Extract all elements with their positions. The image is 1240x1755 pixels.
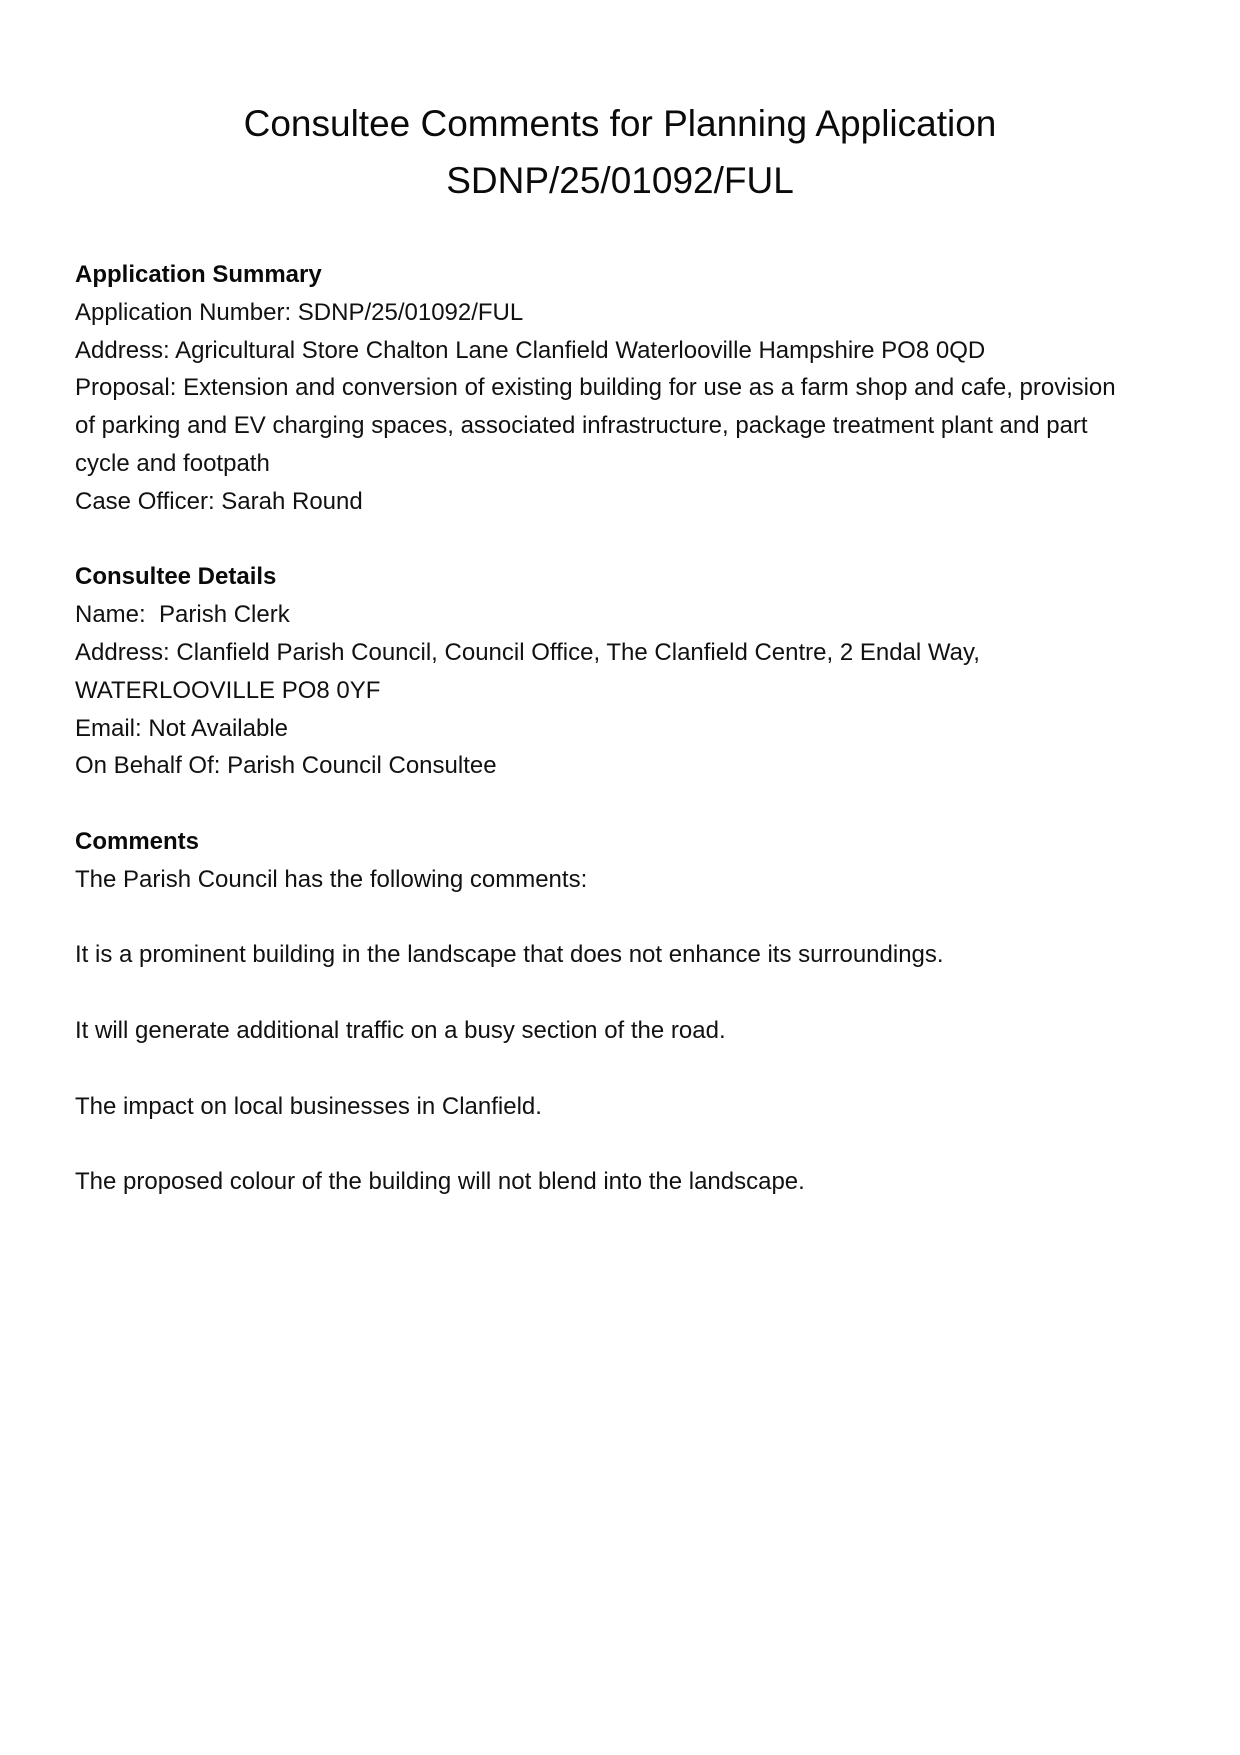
consultee-name-value: Parish Clerk <box>159 601 290 629</box>
proposal-row <box>75 369 1175 407</box>
application-address-value: Agricultural Store Chalton Lane Clanfield Waterlooville Hampshire PO8 0QD <box>175 336 986 364</box>
application-address-row <box>75 332 1175 370</box>
comment-point: The proposed colour of the building will not blend into the landscape. <box>75 1168 805 1196</box>
comments-heading: Comments <box>75 827 200 855</box>
page-title <box>0 95 1240 209</box>
document-body <box>75 256 1175 1201</box>
consultee-address-label: Address: <box>75 638 177 666</box>
consultee-details-heading: Consultee Details <box>75 563 277 591</box>
consultee-name-label: Name: <box>75 601 160 629</box>
consultee-email-row <box>75 710 1175 748</box>
proposal-line-1: Extension and conversion of existing building for use as a farm shop and cafe, provision <box>183 374 1116 402</box>
application-number-row <box>75 294 1175 332</box>
case-officer-row <box>75 483 1175 521</box>
title-line-1: Consultee Comments for Planning Application <box>243 103 997 144</box>
comment-point: It will generate additional traffic on a busy section of the road. <box>75 1016 726 1044</box>
case-officer-label: Case Officer: <box>75 487 222 515</box>
on-behalf-of-row <box>75 747 1175 785</box>
consultee-address-line-2: WATERLOOVILLE PO8 0YF <box>75 676 381 704</box>
comments-intro: The Parish Council has the following comments: <box>75 865 588 893</box>
on-behalf-of-value: Parish Council Consultee <box>227 752 497 780</box>
application-summary-section <box>75 256 1175 521</box>
consultee-address-row <box>75 634 1175 672</box>
consultee-details-section <box>75 558 1175 785</box>
consultee-address-line-1: Clanfield Parish Council, Council Office, The Clanfield Centre, 2 Endal Way, <box>176 638 980 666</box>
comment-point: The impact on local businesses in Clanfield. <box>75 1092 542 1120</box>
paragraph-spacer <box>75 974 1175 1012</box>
application-number-value: SDNP/25/01092/FUL <box>297 298 524 326</box>
proposal-line-2: of parking and EV charging spaces, associated infrastructure, package treatment plant and part <box>75 412 1088 440</box>
on-behalf-of-label: On Behalf Of: <box>75 752 228 780</box>
proposal-label: Proposal: <box>75 374 184 402</box>
paragraph-spacer <box>75 1050 1175 1088</box>
paragraph-spacer <box>75 1125 1175 1163</box>
title-line-2: SDNP/25/01092/FUL <box>446 160 794 201</box>
consultee-name-row <box>75 596 1175 634</box>
consultee-email-label: Email: <box>75 714 149 742</box>
case-officer-value: Sarah Round <box>221 487 363 515</box>
section-spacer <box>75 521 1175 559</box>
application-summary-heading: Application Summary <box>75 261 322 288</box>
paragraph-spacer <box>75 899 1175 937</box>
comment-point: It is a prominent building in the landscape that does not enhance its surroundings. <box>75 941 944 969</box>
comments-section <box>75 823 1175 1201</box>
section-spacer <box>75 785 1175 823</box>
consultee-email-value: Not Available <box>148 714 289 742</box>
application-number-label: Application Number: <box>75 298 298 326</box>
proposal-line-3: cycle and footpath <box>75 449 270 477</box>
application-address-label: Address: <box>75 336 176 364</box>
